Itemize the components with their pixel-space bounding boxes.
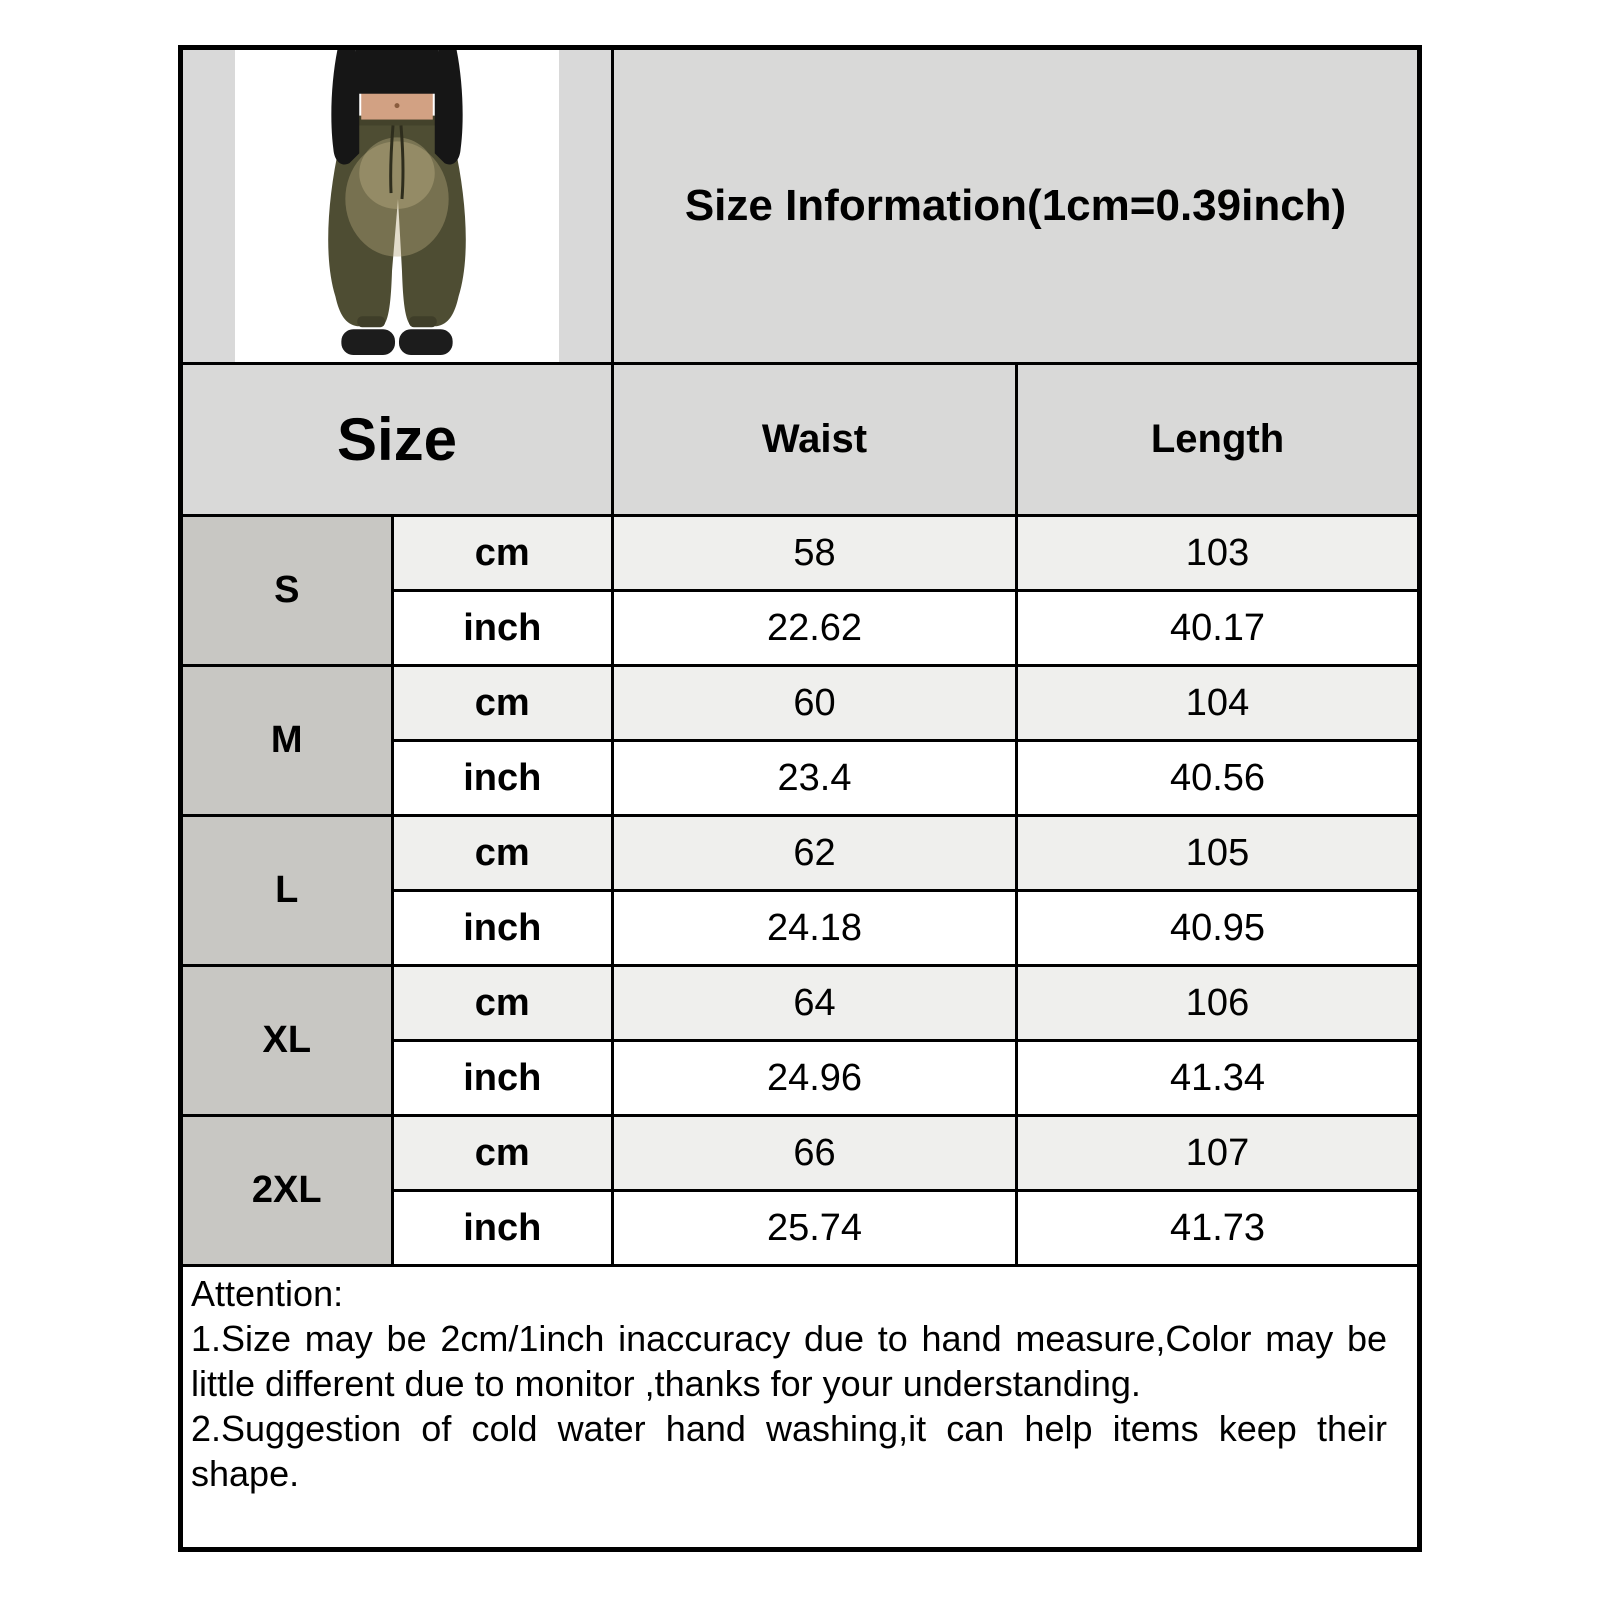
- unit-label-inch: inch: [392, 591, 613, 666]
- attention-heading: Attention:: [191, 1273, 344, 1314]
- product-photo: [183, 50, 611, 362]
- length-value: 41.73: [1017, 1191, 1420, 1266]
- length-value: 40.17: [1017, 591, 1420, 666]
- model-in-sweatpants-illustration: [272, 50, 522, 360]
- unit-label-cm: cm: [392, 666, 613, 741]
- unit-label-cm: cm: [392, 516, 613, 591]
- product-photo-cell: [181, 48, 613, 364]
- waist-value: 58: [613, 516, 1017, 591]
- attention-note-2: 2.Suggestion of cold water hand washing,it can help items keep their shape.: [191, 1408, 1387, 1494]
- size-label-s: S: [181, 516, 393, 666]
- unit-label-cm: cm: [392, 1116, 613, 1191]
- size-label-m: M: [181, 666, 393, 816]
- size-chart-sheet: [178, 45, 1422, 1552]
- column-header-waist: Waist: [613, 364, 1017, 516]
- row-xl-cm: [181, 966, 1420, 1041]
- size-label-l: L: [181, 816, 393, 966]
- row-2xl-cm: [181, 1116, 1420, 1191]
- column-header-size: Size: [181, 364, 613, 516]
- size-label-xl: XL: [181, 966, 393, 1116]
- waist-value: 22.62: [613, 591, 1017, 666]
- waist-value: 24.96: [613, 1041, 1017, 1116]
- size-table: [178, 45, 1422, 1552]
- waist-value: 66: [613, 1116, 1017, 1191]
- column-header-length: Length: [1017, 364, 1420, 516]
- row-s-cm: [181, 516, 1420, 591]
- waist-value: 25.74: [613, 1191, 1017, 1266]
- length-value: 103: [1017, 516, 1420, 591]
- length-value: 105: [1017, 816, 1420, 891]
- unit-label-cm: cm: [392, 966, 613, 1041]
- unit-label-inch: inch: [392, 741, 613, 816]
- length-value: 106: [1017, 966, 1420, 1041]
- waist-value: 60: [613, 666, 1017, 741]
- unit-label-inch: inch: [392, 891, 613, 966]
- row-l-cm: [181, 816, 1420, 891]
- unit-label-cm: cm: [392, 816, 613, 891]
- length-value: 40.56: [1017, 741, 1420, 816]
- length-value: 41.34: [1017, 1041, 1420, 1116]
- unit-label-inch: inch: [392, 1041, 613, 1116]
- header-row: [181, 364, 1420, 516]
- attention-note-1: 1.Size may be 2cm/1inch inaccuracy due to hand measure,Color may be little different due to monitor ,thanks for your understanding.: [191, 1318, 1387, 1404]
- length-value: 104: [1017, 666, 1420, 741]
- top-row: [181, 48, 1420, 364]
- unit-label-inch: inch: [392, 1191, 613, 1266]
- waist-value: 23.4: [613, 741, 1017, 816]
- row-m-cm: [181, 666, 1420, 741]
- attention-section: [181, 1266, 1420, 1550]
- length-value: 107: [1017, 1116, 1420, 1191]
- waist-value: 62: [613, 816, 1017, 891]
- size-label-2xl: 2XL: [181, 1116, 393, 1266]
- waist-value: 24.18: [613, 891, 1017, 966]
- waist-value: 64: [613, 966, 1017, 1041]
- attention-row: [181, 1266, 1420, 1550]
- length-value: 40.95: [1017, 891, 1420, 966]
- page-title: Size Information(1cm=0.39inch): [613, 48, 1420, 364]
